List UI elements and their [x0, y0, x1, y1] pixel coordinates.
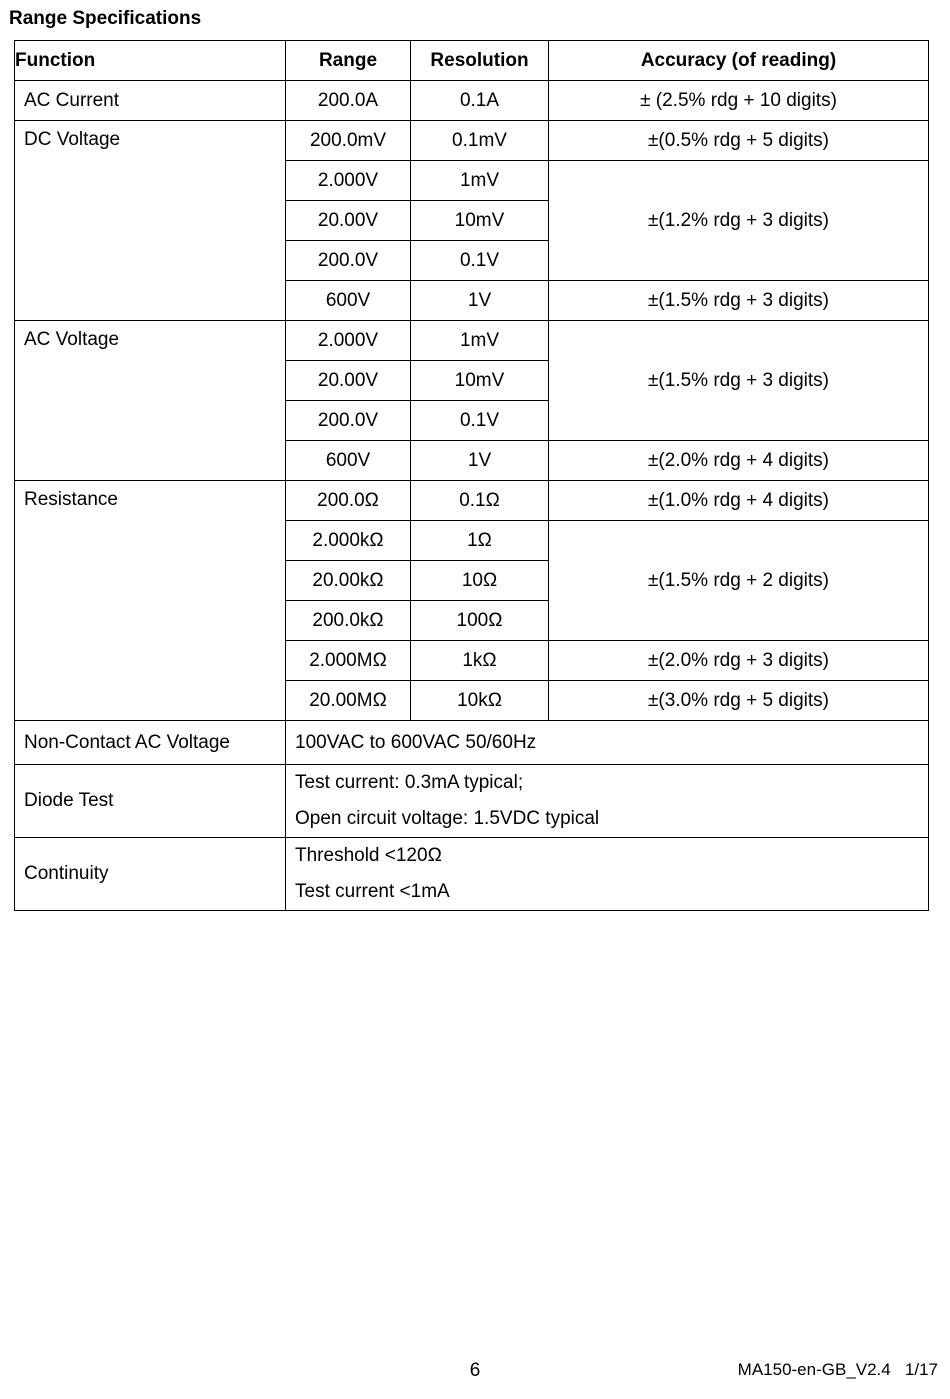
resolution-cell: 10kΩ: [411, 681, 549, 721]
header-resolution: Resolution: [411, 41, 549, 81]
accuracy-cell: ±(0.5% rdg + 5 digits): [549, 121, 929, 161]
header-row: [15, 41, 929, 81]
section-title: Range Specifications: [9, 8, 202, 29]
page-number: 6: [469, 1360, 481, 1381]
resolution-cell: 10mV: [411, 361, 549, 401]
resolution-cell: 10mV: [411, 201, 549, 241]
resolution-cell: 1V: [411, 281, 549, 321]
accuracy-cell: ±(1.5% rdg + 3 digits): [549, 281, 929, 321]
diode-test-line-2: Open circuit voltage: 1.5VDC typical: [295, 808, 600, 829]
resolution-cell: 0.1mV: [411, 121, 549, 161]
resolution-cell: 0.1V: [411, 241, 549, 281]
function-ac-voltage: AC Voltage: [15, 321, 286, 481]
table-row: [15, 481, 929, 521]
diode-test-details: [286, 765, 929, 838]
resolution-cell: 1mV: [411, 321, 549, 361]
table-row: [15, 721, 929, 765]
range-cell: 2.000V: [286, 321, 411, 361]
range-cell: 2.000MΩ: [286, 641, 411, 681]
range-cell: 200.0Ω: [286, 481, 411, 521]
range-cell: 200.0V: [286, 241, 411, 281]
resolution-cell: 1kΩ: [411, 641, 549, 681]
function-diode-test: Diode Test: [15, 765, 286, 838]
resolution-cell: 1mV: [411, 161, 549, 201]
accuracy-cell: ±(2.0% rdg + 3 digits): [549, 641, 929, 681]
range-cell: 600V: [286, 441, 411, 481]
range-cell: 200.0kΩ: [286, 601, 411, 641]
function-dc-voltage: DC Voltage: [15, 121, 286, 321]
range-cell: 600V: [286, 281, 411, 321]
table-row: [15, 838, 929, 911]
table-row: [15, 321, 929, 361]
function-ac-current: AC Current: [15, 81, 286, 121]
accuracy-cell: ±(1.5% rdg + 2 digits): [549, 521, 929, 641]
header-accuracy: Accuracy (of reading): [549, 41, 929, 81]
range-cell: 20.00V: [286, 361, 411, 401]
range-cell: 200.0A: [286, 81, 411, 121]
continuity-details: [286, 838, 929, 911]
accuracy-cell: ±(1.0% rdg + 4 digits): [549, 481, 929, 521]
range-cell: 2.000V: [286, 161, 411, 201]
resolution-cell: 0.1V: [411, 401, 549, 441]
accuracy-cell: ± (2.5% rdg + 10 digits): [549, 81, 929, 121]
accuracy-cell: ±(1.2% rdg + 3 digits): [549, 161, 929, 281]
table-row: [15, 81, 929, 121]
document-id: MA150-en-GB_V2.4 1/17: [737, 1360, 938, 1379]
range-cell: 2.000kΩ: [286, 521, 411, 561]
resolution-cell: 1V: [411, 441, 549, 481]
accuracy-cell: ±(3.0% rdg + 5 digits): [549, 681, 929, 721]
table-row: [15, 121, 929, 161]
function-non-contact-ac-voltage: Non-Contact AC Voltage: [15, 721, 286, 765]
non-contact-value: 100VAC to 600VAC 50/60Hz: [286, 721, 929, 765]
function-resistance: Resistance: [15, 481, 286, 721]
table-row: [15, 765, 929, 838]
range-cell: 20.00MΩ: [286, 681, 411, 721]
resolution-cell: 100Ω: [411, 601, 549, 641]
range-cell: 200.0V: [286, 401, 411, 441]
function-continuity: Continuity: [15, 838, 286, 911]
resolution-cell: 1Ω: [411, 521, 549, 561]
resolution-cell: 0.1A: [411, 81, 549, 121]
continuity-line-1: Threshold <120Ω: [295, 845, 442, 866]
range-cell: 200.0mV: [286, 121, 411, 161]
range-specifications-table: [14, 40, 929, 911]
resolution-cell: 10Ω: [411, 561, 549, 601]
header-function: Function: [15, 41, 286, 81]
resolution-cell: 0.1Ω: [411, 481, 549, 521]
continuity-line-2: Test current <1mA: [295, 881, 450, 902]
range-cell: 20.00kΩ: [286, 561, 411, 601]
range-cell: 20.00V: [286, 201, 411, 241]
header-range: Range: [286, 41, 411, 81]
diode-test-line-1: Test current: 0.3mA typical;: [295, 772, 524, 793]
accuracy-cell: ±(2.0% rdg + 4 digits): [549, 441, 929, 481]
accuracy-cell: ±(1.5% rdg + 3 digits): [549, 321, 929, 441]
